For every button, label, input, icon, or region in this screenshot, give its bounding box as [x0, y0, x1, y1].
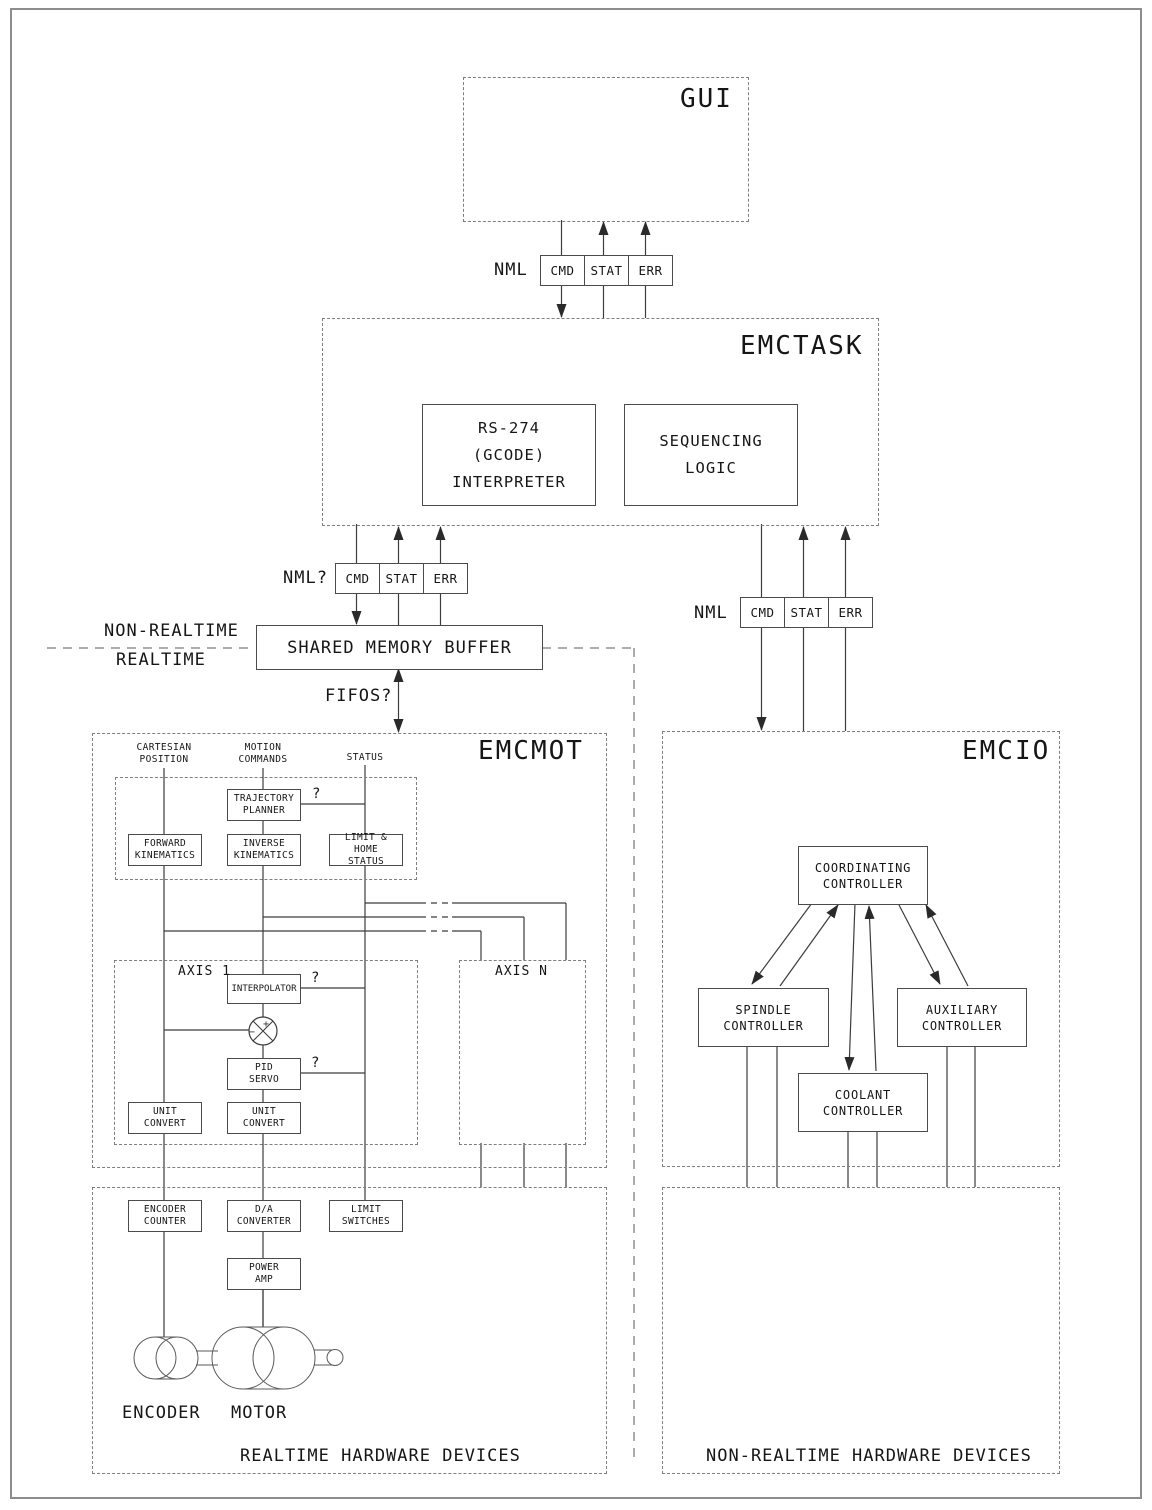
motion-line2: COMMANDS [238, 754, 288, 765]
da-converter-line1: D/A [254, 1204, 274, 1215]
non-realtime-divider-label: NON-REALTIME [104, 621, 239, 641]
coordinating-line2: CONTROLLER [822, 876, 904, 891]
non-realtime-hardware-box [662, 1187, 1060, 1474]
status-column-label: STATUS [346, 752, 384, 763]
nml-gui-channels [540, 255, 673, 286]
auxiliary-controller-box [897, 988, 1027, 1047]
encoder-counter-line1: ENCODER [143, 1204, 187, 1215]
limit-switches-line2: SWITCHES [341, 1216, 391, 1227]
sequencing-logic-box [624, 404, 798, 506]
limit-home-line1: LIMIT & HOME [344, 832, 388, 855]
coordinating-controller-box [798, 846, 928, 905]
unit-convert-line1: UNIT [251, 1106, 277, 1117]
pid-line1: PID [254, 1062, 274, 1073]
da-converter-line2: CONVERTER [236, 1216, 292, 1227]
unit-convert-output-box [227, 1102, 301, 1134]
sum-plus-sign: + [262, 1019, 270, 1030]
pid-question-mark: ? [311, 1055, 320, 1071]
gcode-interpreter-box [422, 404, 596, 506]
forward-kinematics-box [128, 834, 202, 866]
sum-minus-sign: − [248, 1027, 256, 1038]
spindle-line1: SPINDLE [735, 1002, 792, 1017]
auxiliary-line1: AUXILIARY [925, 1002, 999, 1017]
emctask-title: EMCTASK [740, 331, 864, 361]
gcode-interpreter-line2: (GCODE) [472, 445, 546, 464]
gcode-interpreter-line3: INTERPRETER [452, 472, 566, 491]
inverse-kinematics-box [227, 834, 301, 866]
trajectory-line2: PLANNER [242, 805, 286, 816]
fwd-kin-line1: FORWARD [143, 838, 187, 849]
axisn-group-box [459, 960, 586, 1145]
encoder-counter-line2: COUNTER [143, 1216, 187, 1227]
shared-memory-buffer-label: SHARED MEMORY BUFFER [287, 637, 512, 658]
cartesian-line1: CARTESIAN [136, 742, 192, 753]
da-converter-box [227, 1200, 301, 1232]
nml-mot-label: NML? [283, 568, 328, 588]
limit-switches-box [329, 1200, 403, 1232]
spindle-line2: CONTROLLER [723, 1018, 804, 1033]
interpolator-box [227, 974, 301, 1004]
trajectory-question-mark: ? [312, 786, 321, 802]
nml-io-label: NML [694, 603, 728, 623]
limit-home-status-box [329, 834, 403, 866]
limit-home-line2: STATUS [347, 856, 385, 867]
pid-servo-box [227, 1058, 301, 1090]
power-amp-line1: POWER [248, 1262, 280, 1273]
nml-gui-cmd-cell: CMD [540, 255, 585, 286]
interpolator-question-mark: ? [311, 970, 320, 986]
nml-mot-err-cell: ERR [423, 563, 468, 594]
encoder-label: ENCODER [122, 1403, 201, 1423]
gcode-interpreter-line1: RS-274 [478, 418, 540, 437]
fifos-label: FIFOS? [325, 686, 393, 706]
unit-convert-line2: CONVERT [143, 1118, 187, 1129]
unit-convert-feedback-box [128, 1102, 202, 1134]
nml-gui-stat-cell: STAT [584, 255, 629, 286]
axis1-label: AXIS 1 [178, 964, 231, 979]
coolant-line2: CONTROLLER [822, 1103, 904, 1118]
sequencing-logic-line1: SEQUENCING [659, 432, 763, 450]
nml-gui-err-cell: ERR [628, 255, 673, 286]
nml-mot-cmd-cell: CMD [335, 563, 380, 594]
coolant-controller-box [798, 1073, 928, 1132]
trajectory-line1: TRAJECTORY [233, 793, 295, 804]
trajectory-planner-box [227, 789, 301, 821]
fwd-kin-line2: KINEMATICS [134, 850, 196, 861]
encoder-counter-box [128, 1200, 202, 1232]
gui-title: GUI [680, 84, 733, 114]
emcio-title: EMCIO [962, 736, 1051, 766]
nml-io-stat-cell: STAT [784, 597, 829, 628]
motion-line1: MOTION [244, 742, 282, 753]
nml-mot-stat-cell: STAT [379, 563, 424, 594]
inv-kin-line1: INVERSE [242, 838, 286, 849]
cartesian-line2: POSITION [139, 754, 189, 765]
realtime-hardware-title: REALTIME HARDWARE DEVICES [240, 1446, 521, 1466]
emcmot-title: EMCMOT [478, 736, 584, 766]
motor-label: MOTOR [231, 1403, 288, 1423]
power-amp-box [227, 1258, 301, 1290]
interpolator-label: INTERPOLATOR [231, 984, 297, 994]
inv-kin-line2: KINEMATICS [233, 850, 295, 861]
auxiliary-line2: CONTROLLER [921, 1018, 1003, 1033]
nml-mot-channels [335, 563, 468, 594]
nml-io-channels [740, 597, 873, 628]
spindle-controller-box [698, 988, 829, 1047]
coordinating-line1: COORDINATING [814, 860, 912, 875]
nml-io-err-cell: ERR [828, 597, 873, 628]
nml-gui-label: NML [494, 260, 528, 280]
nml-io-cmd-cell: CMD [740, 597, 785, 628]
coolant-line1: COOLANT [834, 1087, 892, 1102]
shared-memory-buffer-box [256, 625, 543, 670]
unit-convert-line1: UNIT [152, 1106, 178, 1117]
unit-convert-line2: CONVERT [242, 1118, 286, 1129]
power-amp-line2: AMP [254, 1274, 274, 1285]
pid-line2: SERVO [248, 1074, 280, 1085]
axisn-label: AXIS N [495, 964, 548, 979]
sequencing-logic-line2: LOGIC [685, 459, 737, 477]
non-realtime-hardware-title: NON-REALTIME HARDWARE DEVICES [706, 1446, 1032, 1466]
limit-switches-line1: LIMIT [350, 1204, 382, 1215]
realtime-divider-label: REALTIME [116, 650, 206, 670]
